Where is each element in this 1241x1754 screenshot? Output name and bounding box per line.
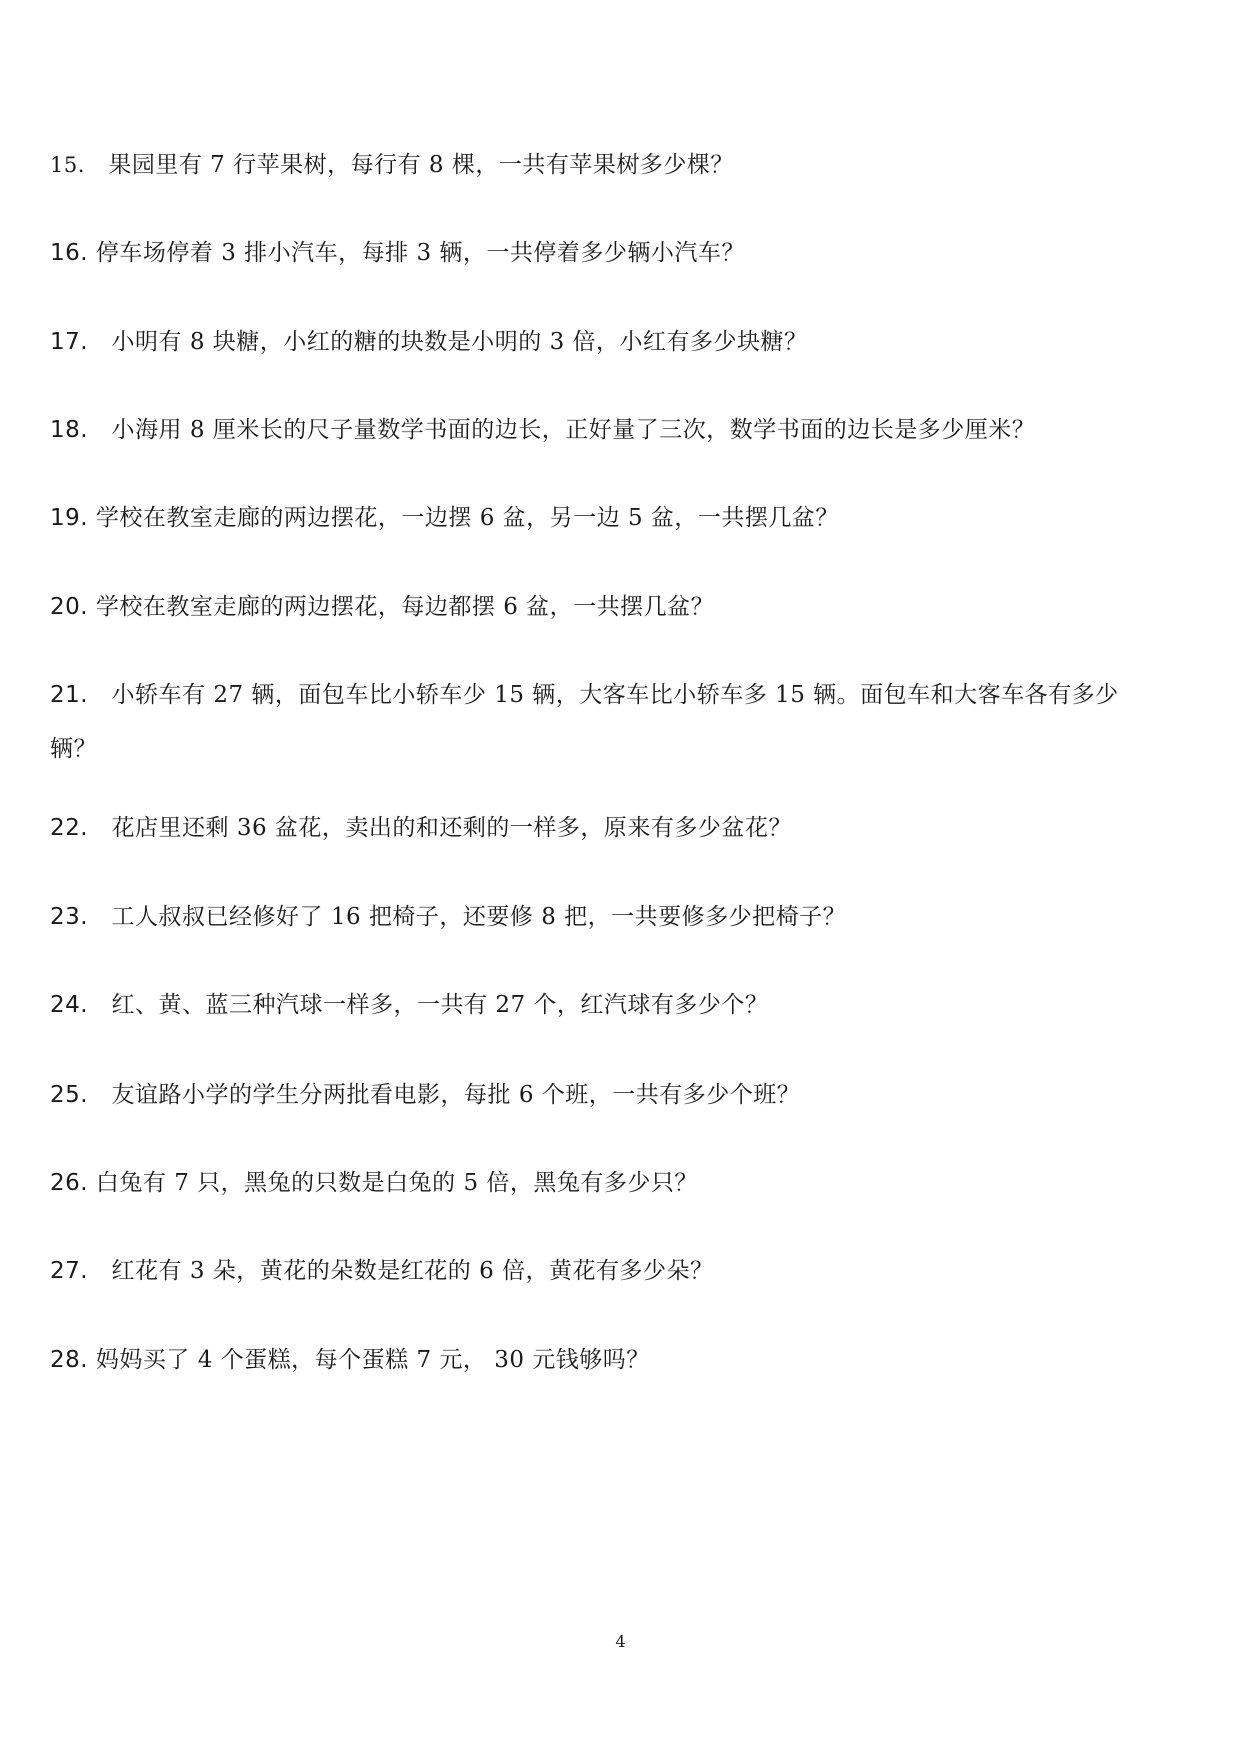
problem-text: 停车场停着 3 排小汽车，每排 3 辆，一共停着多少辆小汽车？: [95, 240, 745, 266]
problem-19: [50, 491, 1160, 545]
problem-number: 21.: [50, 682, 89, 708]
problem-text: 妈妈买了 4 个蛋糕，每个蛋糕 7 元， 30 元钱够吗？: [95, 1347, 650, 1373]
problem-25: [50, 1068, 1160, 1122]
problem-15: [50, 138, 1160, 192]
problem-number: 28.: [50, 1347, 89, 1373]
problem-number: 27.: [50, 1258, 89, 1284]
problem-number: 22.: [50, 815, 89, 841]
problem-16: [50, 226, 1160, 280]
problem-number: 25.: [50, 1082, 89, 1108]
problem-21: [50, 668, 1150, 776]
problem-27: [50, 1244, 1160, 1298]
problem-23: [50, 890, 1160, 944]
problem-number: 17.: [50, 329, 89, 355]
problem-20: [50, 580, 1160, 634]
problem-number: 26.: [50, 1170, 89, 1196]
problem-number: 24.: [50, 992, 89, 1018]
problem-number: 16.: [50, 240, 89, 266]
problem-text: 花店里还剩 36 盆花，卖出的和还剩的一样多，原来有多少盆花？: [111, 815, 792, 841]
problem-text: 小轿车有 27 辆，面包车比小轿车少 15 辆，大客车比小轿车多 15 辆。面包车和大客车各有多少辆？: [50, 682, 1119, 762]
page-number: 4: [615, 1632, 626, 1651]
problem-number: 15.: [50, 153, 85, 177]
problem-text: 红花有 3 朵，黄花的朵数是红花的 6 倍，黄花有多少朵？: [111, 1258, 714, 1284]
problem-28: [50, 1333, 1160, 1387]
problem-text: 小明有 8 块糖，小红的糖的块数是小明的 3 倍，小红有多少块糖？: [111, 329, 808, 355]
problem-text: 学校在教室走廊的两边摆花，每边都摆 6 盆，一共摆几盆？: [95, 594, 715, 620]
problem-18: [50, 403, 1160, 457]
problem-number: 18.: [50, 417, 89, 443]
problem-number: 23.: [50, 904, 89, 930]
problem-number: 20.: [50, 594, 89, 620]
problem-text: 果园里有 7 行苹果树，每行有 8 棵，一共有苹果树多少棵？: [108, 152, 734, 178]
problem-26: [50, 1156, 1160, 1210]
problem-text: 友谊路小学的学生分两批看电影，每批 6 个班，一共有多少个班？: [111, 1082, 801, 1108]
problem-text: 工人叔叔已经修好了 16 把椅子，还要修 8 把，一共要修多少把椅子？: [111, 904, 847, 930]
problem-text: 学校在教室走廊的两边摆花，一边摆 6 盆，另一边 5 盆，一共摆几盆？: [95, 505, 839, 531]
problem-22: [50, 801, 1160, 855]
problem-number: 19.: [50, 505, 89, 531]
problem-24: [50, 978, 1160, 1032]
problem-17: [50, 315, 1160, 369]
problem-text: 红、黄、蓝三种汽球一样多，一共有 27 个，红汽球有多少个？: [111, 992, 769, 1018]
problem-text: 白兔有 7 只，黑兔的只数是白兔的 5 倍，黑兔有多少只？: [95, 1170, 698, 1196]
problem-text: 小海用 8 厘米长的尺子量数学书面的边长，正好量了三次，数学书面的边长是多少厘米？: [111, 417, 1036, 443]
